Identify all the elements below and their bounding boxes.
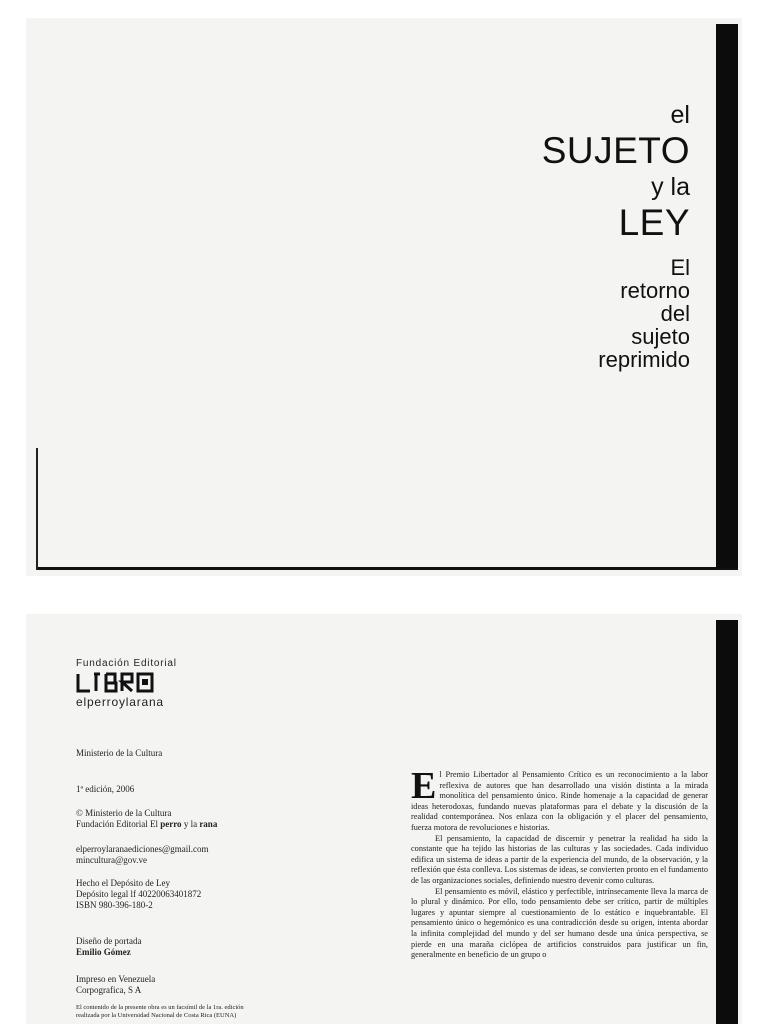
cover-design-group [76, 936, 141, 958]
fine-print-line: realizada por la Universidad Nacional de Costa Rica (EUNA) [76, 1012, 237, 1019]
drop-cap: E [411, 765, 437, 807]
title-line-ley: LEY [618, 202, 690, 243]
book-spine-shadow [716, 24, 738, 568]
printing-group [76, 974, 155, 996]
credits-page [26, 614, 742, 1024]
book-spine-shadow [716, 620, 738, 1024]
page-edge-left [36, 448, 38, 570]
title-line-el: el [670, 101, 690, 129]
email-group [76, 844, 208, 866]
edition-group [76, 784, 134, 795]
copyright-perro: perro [160, 819, 182, 829]
publisher-wordmark-icon [76, 672, 158, 694]
page-edge-bottom [38, 567, 738, 570]
email-line: elperroylaranaediciones@gmail.com [76, 844, 209, 854]
legal-line: Depósito legal lf 40220063401872 [76, 889, 202, 899]
ministry-group [76, 748, 162, 759]
subtitle-line: El [670, 255, 690, 280]
copyright-prefix: Fundación Editorial El [76, 819, 161, 829]
email-line: mincultura@gov.ve [76, 855, 147, 865]
essay-paragraph-text: l Premio Libertador al Pensamiento Crítico es un reconocimiento a la labor reflexiva de autores que han desarrollado una visión distinta a la mirada monolítica del pensamiento único. Rinde homenaje a la capacidad de generar ideas heterodoxas, fundando nuevas plataformas para el debate y la discusión de la realidad contemporánea. Nos enlaza con la obligación y el placer del pensamiento, fuerza motora de revoluciones e historias. [411, 770, 708, 832]
subtitle-line: retorno [620, 278, 690, 303]
legal-group [76, 878, 201, 911]
subtitle-line: reprimido [598, 347, 690, 372]
book-title [542, 100, 690, 371]
subtitle-line: sujeto [631, 324, 690, 349]
essay-paragraph [411, 765, 708, 834]
cover-design-label: Diseño de portada [76, 936, 142, 946]
subtitle-line: del [660, 301, 690, 326]
title-line-sujeto: SUJETO [541, 130, 690, 171]
copyright-line [76, 819, 217, 830]
essay-paragraph: El pensamiento, la capacidad de discernir y penetrar la realidad ha sido la constante que ha tejido las historias de las culturas y las sociedades. Cada individuo edifica un sistema de ideas a partir de la experiencia del mundo, de la observación, y la reflexión que ésta conlleva. Los sistemas de ideas, se convierten pronto en el fundamento de las organizaciones sociales, definiendo nuestro devenir como culturas. [411, 833, 708, 885]
publisher-logo [76, 658, 177, 709]
title-page [26, 18, 742, 576]
printing-line: Corpografica, S A [76, 985, 142, 995]
copyright-group [76, 808, 217, 830]
printing-line: Impreso en Venezuela [76, 974, 156, 984]
publisher-top-label: Fundación Editorial [76, 658, 177, 669]
book-subtitle [542, 256, 690, 371]
legal-line: ISBN 980-396-180-2 [76, 900, 153, 910]
copyright-y-la: y la [181, 819, 200, 829]
essay-text [411, 765, 708, 961]
copyright-line: © Ministerio de la Cultura [76, 808, 172, 818]
legal-line: Hecho el Depósito de Ley [76, 878, 170, 888]
essay-paragraph: El pensamiento es móvil, elástico y perfectible, intrínsecamente lleva la marca de lo plural y dinámico. Por ello, todo pensamiento debe ser crítico, partir de múltiples lugares y apuntar siempre al cuestionamiento de lo estático e inquebrantable. El pensamiento único o hegemónico es una contradicción desde su origen, intenta abordar la infinita complejidad del mundo y del ser humano desde una única perspectiva, se pierde en una maraña ciclópea de artificios construidos para justificar un fin, generalmente en beneficio de un grupo o [411, 886, 708, 960]
edition: 1ª edición, 2006 [76, 784, 135, 794]
fine-print-line: El contenido de la presente obra es un facsímil de la 1ra. edición [76, 1004, 244, 1011]
cover-designer: Emilio Gómez [76, 947, 131, 957]
copyright-rana: rana [199, 819, 218, 829]
fine-print-group [76, 1004, 244, 1020]
publisher-bottom-label: elperroylarana [76, 695, 164, 709]
ministry: Ministerio de la Cultura [76, 748, 163, 758]
title-line-y-la: y la [651, 173, 690, 201]
